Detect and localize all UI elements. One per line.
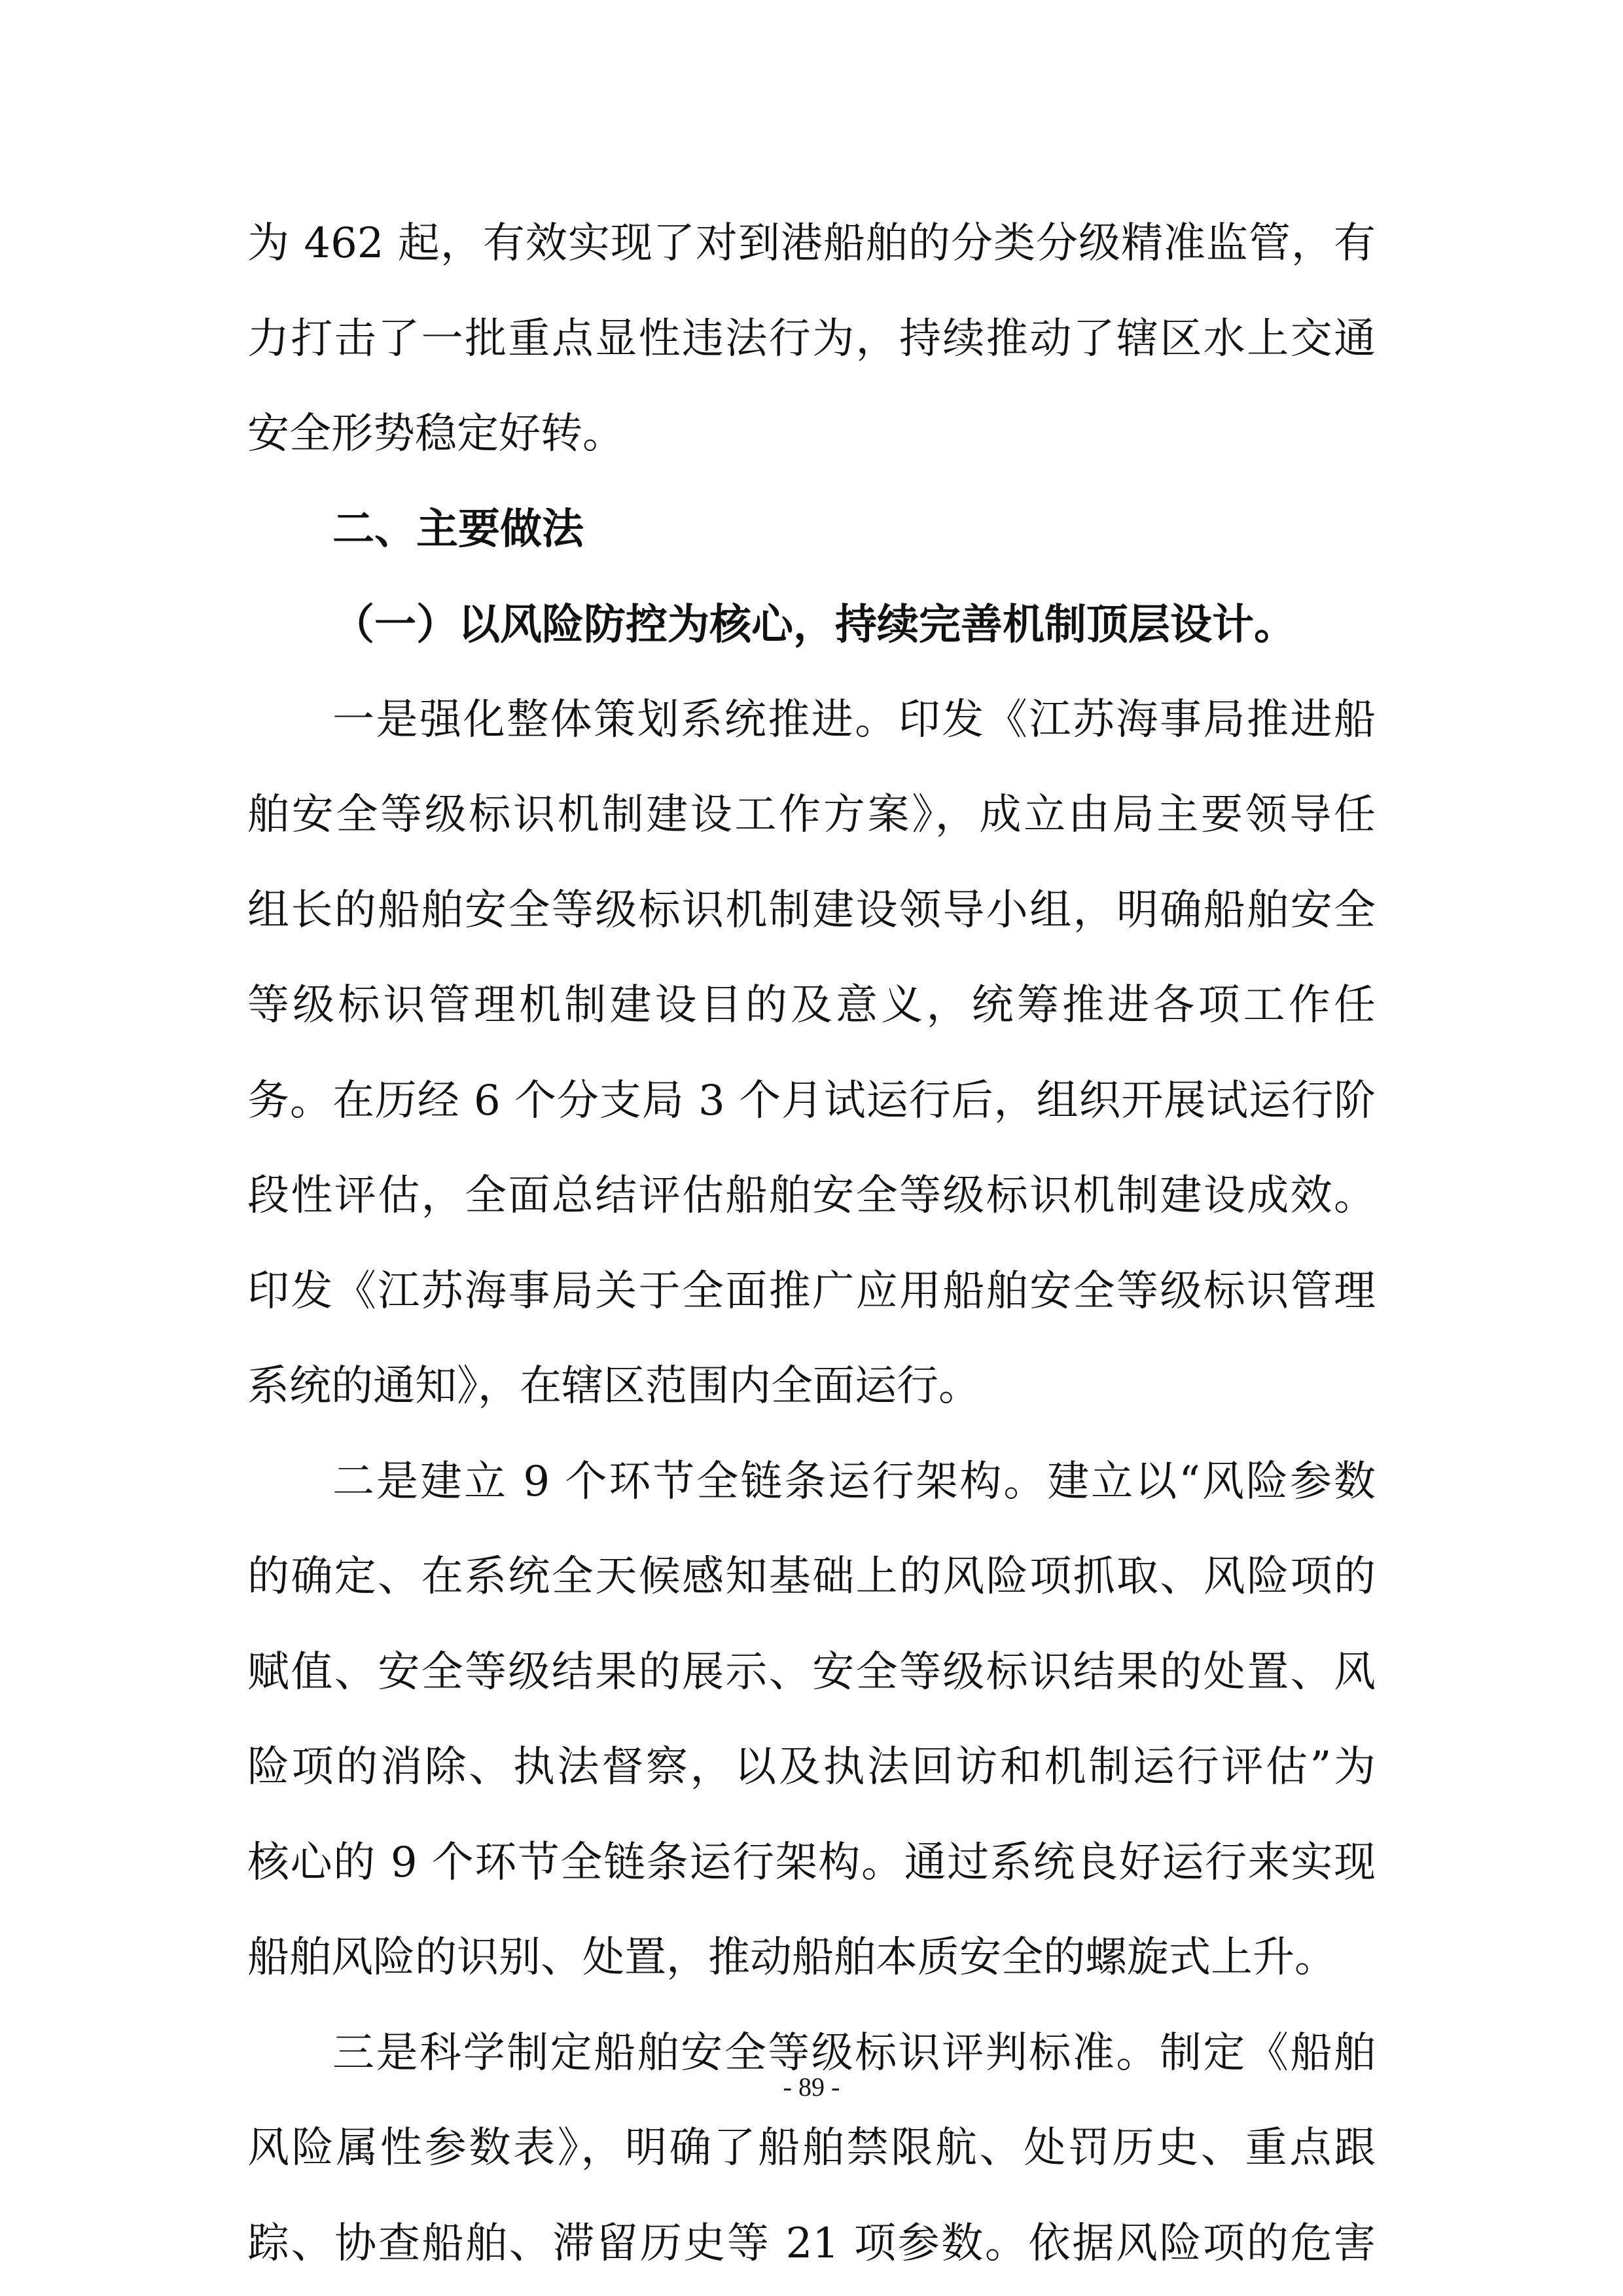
paragraph-nine-links-framework xyxy=(247,1435,1376,2006)
text-line: 核心的 9 个环节全链条运行架构。通过系统良好运行来实现 xyxy=(247,1838,1376,1887)
subsection-heading: （一）以风险防控为核心，持续完善机制顶层设计。 xyxy=(332,600,1296,649)
text-line: 踪、协查船舶、滞留历史等 21 项参数。依据风险项的危害 xyxy=(247,2219,1376,2268)
text-line: 安全形势稳定好转。 xyxy=(247,410,624,458)
paragraph-overall-planning xyxy=(247,673,1376,1435)
text-line: 为 462 起，有效实现了对到港船舶的分类分级精准监管，有 xyxy=(247,219,1376,268)
text-line: 系统的通知》，在辖区范围内全面运行。 xyxy=(247,1362,980,1410)
text-line: 务。在历经 6 个分支局 3 个月试运行后，组织开展试运行阶 xyxy=(247,1076,1376,1125)
text-line: 组长的船舶安全等级标识机制建设领导小组，明确船舶安全 xyxy=(247,886,1376,935)
text-line: 赋值、安全等级结果的展示、安全等级标识结果的处置、风 xyxy=(247,1647,1376,1696)
text-line: 段性评估，全面总结评估船舶安全等级标识机制建设成效。 xyxy=(247,1172,1376,1220)
paragraph-evaluation-standard xyxy=(247,2006,1376,2292)
text-line: 一是强化整体策划系统推进。印发《江苏海事局推进船 xyxy=(332,695,1376,744)
text-line: 险项的消除、执法督察，以及执法回访和机制运行评估”为 xyxy=(247,1743,1376,1791)
page-number: - 89 - xyxy=(783,2072,840,2102)
text-line: 船舶风险的识别、处置，推动船舶本质安全的螺旋式上升。 xyxy=(247,1933,1336,1982)
text-line: 力打击了一批重点显性违法行为，持续推动了辖区水上交通 xyxy=(247,314,1376,363)
section-heading: 二、主要做法 xyxy=(332,505,584,554)
text-line: 二是建立 9 个环节全链条运行架构。建立以“风险参数 xyxy=(332,1457,1376,1506)
text-line: 的确定、在系统全天候感知基础上的风险项抓取、风险项的 xyxy=(247,1552,1376,1601)
text-line: 等级标识管理机制建设目的及意义，统筹推进各项工作任 xyxy=(247,981,1376,1030)
paragraph-continuation xyxy=(247,196,1376,482)
text-line: 风险属性参数表》，明确了船舶禁限航、处罚历史、重点跟 xyxy=(247,2124,1376,2172)
text-line: 印发《江苏海事局关于全面推广应用船舶安全等级标识管理 xyxy=(247,1266,1376,1316)
text-line: 舶安全等级标识机制建设工作方案》，成立由局主要领导任 xyxy=(247,791,1376,839)
text-line: 三是科学制定船舶安全等级标识评判标准。制定《船舶 xyxy=(332,2028,1376,2077)
body-text xyxy=(247,196,1376,2291)
